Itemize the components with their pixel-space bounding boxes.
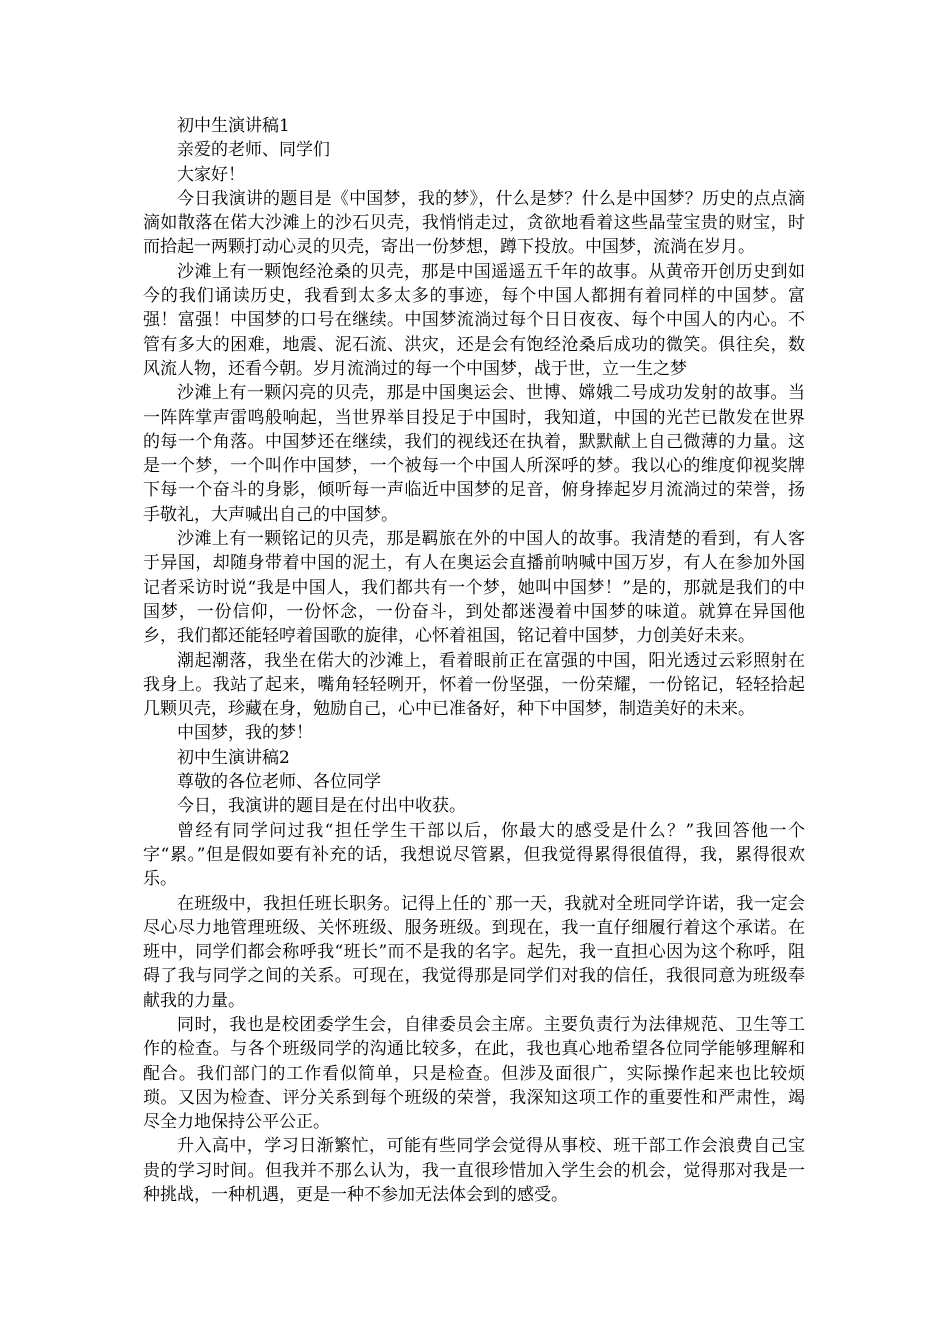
body-paragraph: 在班级中，我担任班长职务。记得上任的`那一天，我就对全班同学许诺，我一定会尽心尽力地管理班级、关怀班级、服务班级。到现在，我一直仔细履行着这个承诺。在班中，同学们都会称呼我“班长”而不是我的名字。起先，我一直担心因为这个称呼，阻碍了我与同学之间的关系。可现在，我觉得那是同学们对我的信任，我很同意为班级奉献我的力量。 <box>143 893 805 1011</box>
document-body <box>143 114 805 1207</box>
speech-1-salutation: 亲爱的老师、同学们 <box>177 140 330 161</box>
body-paragraph: 沙滩上有一颗饱经沧桑的贝壳，那是中国遥遥五千年的故事。从黄帝开创历史到如今的我们诵读历史，我看到太多太多的事迹，每个中国人都拥有着同样的中国梦。富强！富强！中国梦的口号在继续。中国梦流淌过每个日日夜夜、每个中国人的内心。不管有多大的困难，地震、泥石流、洪灾，还是会有饱经沧桑后成功的微笑。俱往矣，数风流人物，还看今朝。岁月流淌过的每一个中国梦，战于世，立一生之梦 <box>143 261 805 379</box>
body-paragraph: 潮起潮落，我坐在偌大的沙滩上，看着眼前正在富强的中国，阳光透过云彩照射在我身上。我站了起来，嘴角轻轻咧开，怀着一份坚强，一份荣耀，一份铭记，轻轻拾起几颗贝壳，珍藏在身，勉励自己，心中已准备好，种下中国梦，制造美好的未来。 <box>143 650 805 720</box>
speech-1-greeting: 大家好！ <box>177 164 245 185</box>
body-paragraph: 升入高中，学习日渐繁忙，可能有些同学会觉得从事校、班干部工作会浪费自己宝贵的学习时间。但我并不那么认为，我一直很珍惜加入学生会的机会，觉得那对我是一种挑战，一种机遇，更是一种不参加无法体会到的感受。 <box>143 1136 805 1206</box>
body-paragraph: 曾经有同学问过我“担任学生干部以后，你最大的感受是什么？”我回答他一个字“累。”但是假如要有补充的话，我想说尽管累，但我觉得累得很值得，我，累得很欢乐。 <box>143 820 805 890</box>
body-paragraph: 今日，我演讲的题目是在付出中收获。 <box>177 796 466 817</box>
speech-1-closing: 中国梦，我的梦！ <box>177 723 313 744</box>
speech-1-title: 初中生演讲稿1 <box>177 116 290 136</box>
speech-2-title: 初中生演讲稿2 <box>177 747 290 768</box>
speech-2-salutation: 尊敬的各位老师、各位同学 <box>177 772 381 793</box>
body-paragraph: 沙滩上有一颗闪亮的贝壳，那是中国奥运会、世博、嫦娥二号成功发射的故事。当一阵阵掌声雷鸣般响起，当世界举目投足于中国时，我知道，中国的光芒已散发在世界的每一个角落。中国梦还在继续，我们的视线还在执着，默默献上自己微薄的力量。这是一个梦，一个叫作中国梦，一个被每一个中国人所深呼的梦。我以心的维度仰视奖牌下每一个奋斗的身影，倾听每一声临近中国梦的足音，俯身捧起岁月流淌过的荣誉，扬手敬礼，大声喊出自己的中国梦。 <box>143 383 805 525</box>
body-paragraph: 同时，我也是校团委学生会，自律委员会主席。主要负责行为法律规范、卫生等工作的检查。与各个班级同学的沟通比较多，在此，我也真心地希望各位同学能够理解和配合。我们部门的工作看似简单，只是检查。但涉及面很广，实际操作起来也比较烦琐。又因为检查、评分关系到每个班级的荣誉，我深知这项工作的重要性和严肃性，竭尽全力地保持公平公正。 <box>143 1014 805 1133</box>
body-paragraph: 沙滩上有一颗铭记的贝壳，那是羁旅在外的中国人的故事。我清楚的看到，有人客于异国，却随身带着中国的泥土，有人在奥运会直播前呐喊中国万岁，有人在参加外国记者采访时说“我是中国人，我们都共有一个梦，她叫中国梦！”是的，那就是我们的中国梦，一份信仰，一份怀念，一份奋斗，到处都迷漫着中国梦的味道。就算在异国他乡，我们都还能轻哼着国歌的旋律，心怀着祖国，铭记着中国梦，力创美好未来。 <box>143 529 805 647</box>
body-paragraph: 今日我演讲的题目是《中国梦，我的梦》，什么是梦？什么是中国梦？历史的点点滴滴如散落在偌大沙滩上的沙石贝壳，我悄悄走过，贪欲地看着这些晶莹宝贵的财宝，时而拾起一两颗打动心灵的贝壳，寄出一份梦想，蹲下投放。中国梦，流淌在岁月。 <box>143 188 805 258</box>
